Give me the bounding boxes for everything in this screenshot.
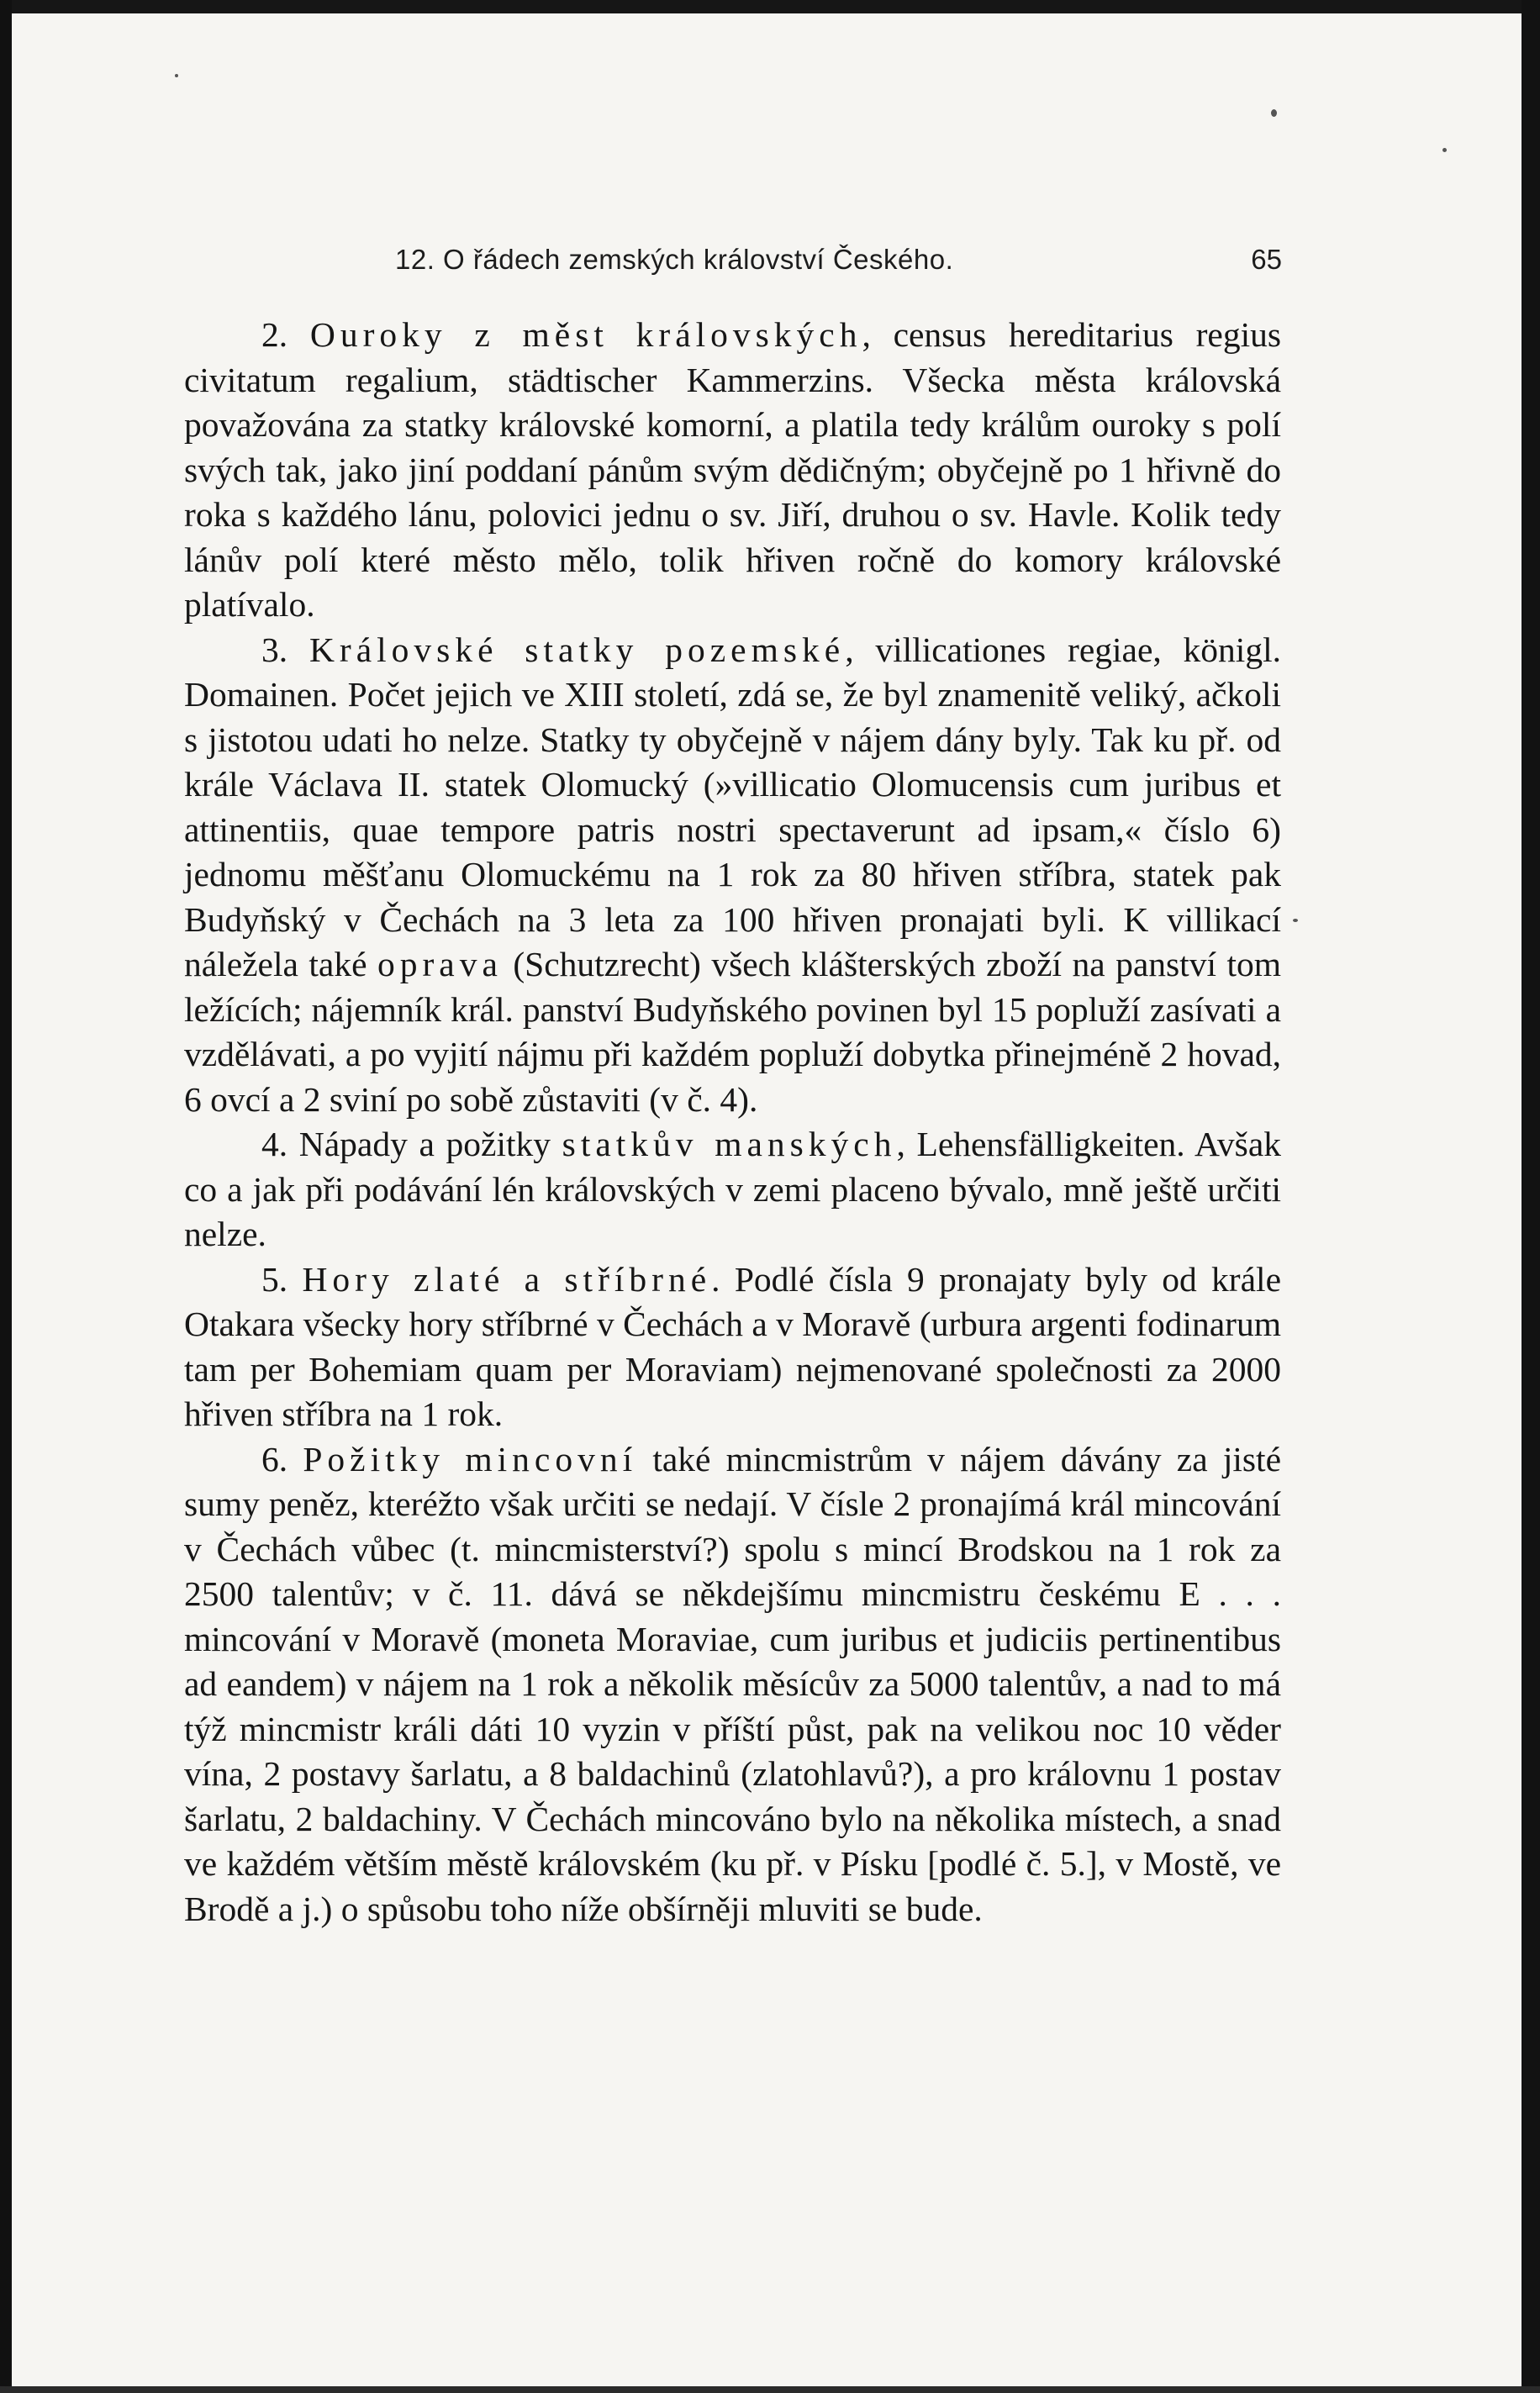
paragraph-text: , villicationes regiae, königl. Domainen. Počet jejich ve XIII století, zdá se, že byl znamenitě veliký, ačkoli s jistotou udati ho nelze. Statky ty obyčejně v nájem dány byly. Tak ku př. od krále Václava II. statek Olomucký (»villicatio Olomucensis cum juribus et attinentiis, quae tempore patris nostri spectaverunt ad ipsam,« číslo 6) jednomu měšťanu Olomuckému na 1 rok za 80 hřiven stříbra, statek pak Budyňský v Čechách na 3 leta za 100 hřiven pronajati byli. K villikací náležela také — [184, 630, 1281, 983]
paragraph-text: , census hereditarius regius civitatum regalium, städtischer Kammerzins. Všecka města královská považována za statky královské komorní, a platila tedy králům ouroky s polí svých tak, jako jiní poddaní pánům svým dědičným; obyčejně po 1 hřivně do roka s každého lánu, polovici jednu o sv. Jiří, druhou o sv. Havle. Kolik tedy lánův polí které město mělo, tolik hřiven ročně do komory královské platívalo. — [184, 315, 1281, 624]
body-text — [184, 313, 1281, 1932]
dust-speck — [1442, 148, 1447, 152]
paragraph-4 — [184, 1122, 1281, 1257]
scan-edge-left — [0, 0, 12, 2393]
section-heading: Hory zlaté a stříbrné — [302, 1259, 712, 1299]
section-number: 5. — [261, 1259, 288, 1299]
paragraph-text: , Lehensfälligkeiten. Avšak co a jak při podávání lén královských v zemi placeno bývalo, mně ještě určiti nelze. — [184, 1125, 1281, 1253]
scan-edge-bottom — [0, 2386, 1540, 2393]
dust-speck — [1271, 109, 1277, 117]
paragraph-text: také mincmistrům v nájem dávány za jisté sumy peněz, kteréžto však určiti se nedají. V čísle 2 pronajímá král mincování v Čechách vůbec (t. mincmisterství?) spolu s mincí Brodskou na 1 rok za 2500 talentův; v č. 11. dává se někdejšímu mincmistru českému E . . . mincování v Moravě (moneta Moraviae, cum juribus et judiciis pertinentibus ad eandem) v nájem na 1 rok a několik měsícův za 5000 talentův, a nad to má týž mincmistr králi dáti 10 vyzin v příští půst, pak na velikou noc 10 věder vína, 2 postavy šarlatu, a 8 baldachinů (zlatohlavů?), a pro královnu 1 postav šarlatu, 2 baldachiny. V Čechách mincováno bylo na několika místech, a snad ve každém větším městě královském (ku př. v Písku [podlé č. 5.], v Mostě, ve Brodě a j.) o spůsobu toho níže obšírněji mluviti se bude. — [184, 1439, 1281, 1928]
section-heading: Královské statky pozemské — [309, 630, 846, 669]
section-heading: Ouroky z měst královských — [309, 315, 862, 354]
scan-edge-right — [1522, 0, 1540, 2393]
section-number: 6. — [261, 1439, 288, 1478]
paragraph-3 — [184, 628, 1281, 1123]
section-number: 2. — [261, 315, 288, 354]
running-title: 12. O řádech zemských království Českého. — [395, 244, 954, 275]
section-heading: Požitky mincovní — [303, 1439, 638, 1478]
paragraph-text: . Podlé čísla 9 pronajaty byly od krále Otakara všecky hory stříbrné v Čechách a v Moravě (urbura argenti fodinarum tam per Bohemiam quam per Moraviam) nejmenované společnosti za 2000 hřiven stříbra na 1 rok. — [184, 1259, 1281, 1433]
section-heading: statkův manských — [562, 1125, 897, 1163]
emphasized-term: oprava — [377, 945, 503, 983]
paragraph-5 — [184, 1257, 1281, 1437]
dust-speck — [1293, 919, 1298, 922]
paragraph-text: (Schutzrecht) všech klášterských zboží na panství tom ležících; nájemník král. panství Budyňského povinen byl 15 popluží zasívati a vzdělávati, a po vyjití nájmu při každém popluží dobytka přinejméně 2 hovad, 6 ovcí a 2 sviní po sobě zůstaviti (v č. 4). — [184, 945, 1282, 1119]
page-header — [395, 244, 1282, 286]
paragraph-2 — [184, 313, 1281, 628]
dust-speck — [175, 74, 178, 77]
paragraph-text: Nápady a požitky — [298, 1125, 562, 1163]
paragraph-6 — [184, 1437, 1281, 1932]
page-number: 65 — [1251, 244, 1282, 275]
section-number: 3. — [261, 630, 288, 669]
scan-edge-top — [0, 0, 1540, 13]
section-number: 4. — [261, 1125, 288, 1163]
